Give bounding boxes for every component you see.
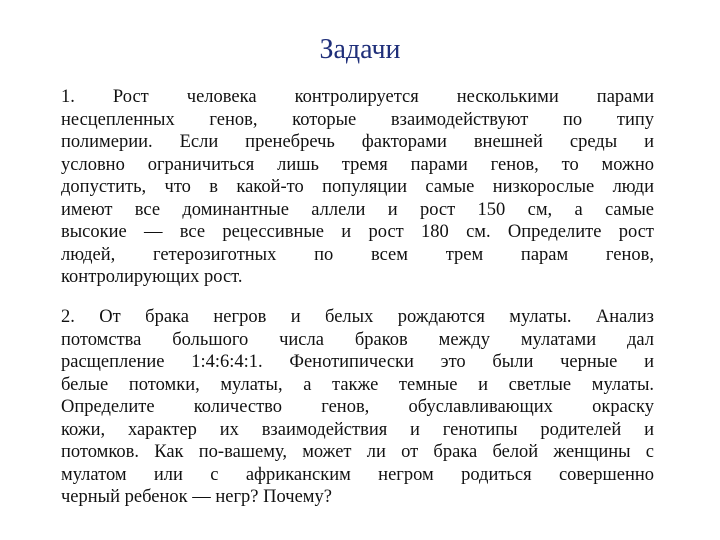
task-1-line: имеют все доминантные аллели и рост 150 см, а самые xyxy=(61,199,654,220)
task-1-line: условно ограничиться лишь тремя парами генов, то можно xyxy=(61,154,654,175)
task-2-line: расщепление 1:4:6:4:1. Фенотипически это были черные и xyxy=(61,352,654,372)
task-2-line: потомства большого числа браков между мулатами дал xyxy=(61,329,654,350)
task-1-line: высокие — все рецессивные и рост 180 см. Определите рост xyxy=(61,222,654,242)
task-2-line: потомков. Как по-вашему, может ли от брака белой женщины с xyxy=(61,442,654,462)
task-2-line: черный ребенок — негр? Почему? xyxy=(61,487,332,507)
task-1-line: контролирующих рост. xyxy=(61,267,243,287)
task-1-line: людей, гетерозиготных по всем трем парам генов, xyxy=(61,244,654,265)
task-2-paragraph xyxy=(61,306,654,509)
task-1-paragraph xyxy=(61,86,654,289)
task-1-line: допустить, что в какой-то популяции самые низкорослые люди xyxy=(61,177,654,197)
task-2-line: мулатом или с африканским негром родиться совершенно xyxy=(61,464,654,485)
task-2-line: кожи, характер их взаимодействия и генотипы родителей и xyxy=(61,419,654,440)
task-1-line: полимерии. Если пренебречь факторами внешней среды и xyxy=(61,132,654,152)
task-2-line: белые потомки, мулаты, а также темные и светлые мулаты. xyxy=(61,374,654,395)
task-2-line: Определите количество генов, обуславливающих окраску xyxy=(61,397,654,417)
slide-title: Задачи xyxy=(319,34,401,65)
task-1-line: 1. Рост человека контролируется несколькими парами xyxy=(61,87,654,107)
task-2-line: 2. От брака негров и белых рождаются мулаты. Анализ xyxy=(61,307,654,327)
task-1-line: несцепленных генов, которые взаимодействуют по типу xyxy=(61,109,654,130)
